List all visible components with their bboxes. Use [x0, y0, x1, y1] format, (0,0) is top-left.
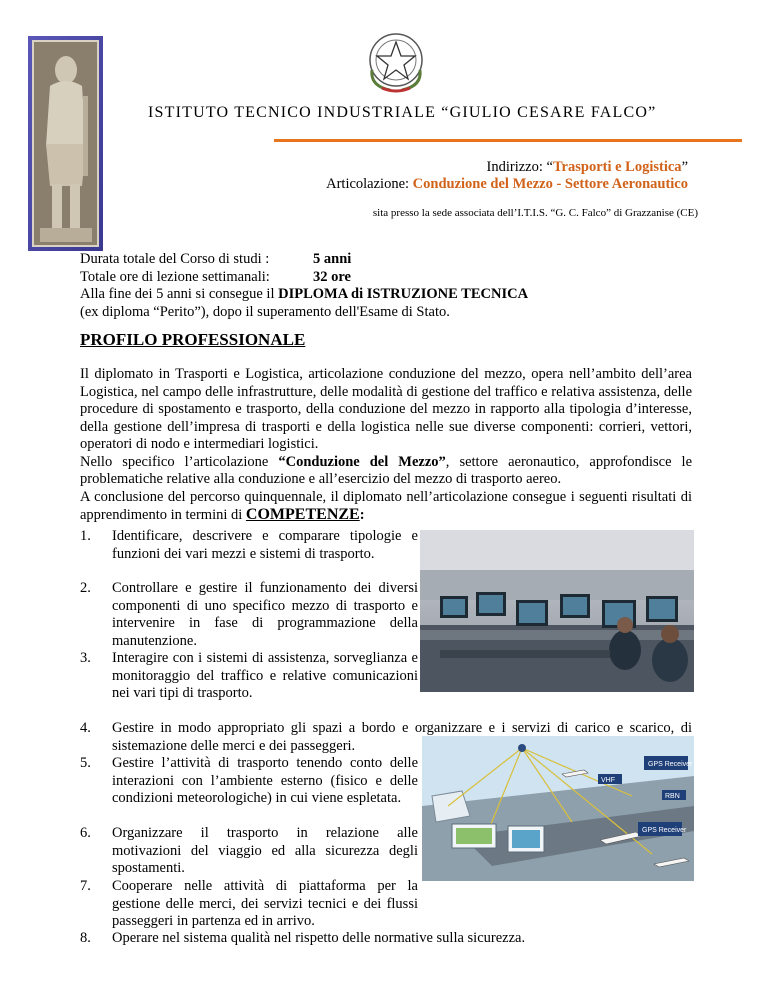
indirizzo-line: Indirizzo: “Trasporti e Logistica”: [486, 159, 688, 175]
duration-value: 5 anni: [313, 251, 352, 267]
profile-paragraph-3: A conclusione del percorso quinquennale, il diplomato nell’articolazione consegue i seguenti risultati di apprendimento in termini di COMPETENZE:: [80, 488, 692, 523]
gps-receiver-label: GPS Receiver: [642, 827, 687, 834]
competenze-keyword: COMPETENZE: [245, 506, 360, 523]
hours-row: Totale ore di lezione settimanali: 32 ore: [80, 268, 351, 285]
articolazione-line: Articolazione: Conduzione del Mezzo - Settore Aeronautico: [326, 176, 688, 192]
indirizzo-value: Trasporti e Logistica: [552, 159, 682, 175]
diploma-note: (ex diploma “Perito”), dopo il superamento dell'Esame di Stato.: [80, 303, 450, 320]
control-room-photo: [420, 530, 694, 692]
gps-receiver-label: GPS Receiver: [648, 761, 693, 768]
hours-value: 32 ore: [313, 268, 351, 285]
profile-text: [80, 366, 692, 525]
sede-note: sita presso la sede associata dell’I.T.I.S. “G. C. Falco” di Grazzanise (CE): [372, 207, 698, 219]
profile-heading: PROFILO PROFESSIONALE: [80, 330, 306, 349]
articolazione-value: Conduzione del Mezzo - Settore Aeronautico: [412, 176, 688, 192]
profile-paragraph-2: Nello specifico l’articolazione “Conduzione del Mezzo”, settore aeronautico, approfondisce le problematiche relative alla conduzione e all’esercizio del mezzo di trasporto aereo.: [80, 453, 693, 487]
vhf-label: VHF: [601, 777, 615, 784]
course-facts: [80, 251, 692, 321]
airport-navigation-diagram: [422, 736, 694, 881]
rbn-label: RBN: [665, 793, 680, 800]
school-title: ISTITUTO TECNICO INDUSTRIALE “GIULIO CESARE FALCO”: [148, 104, 657, 121]
title-divider: [274, 139, 742, 142]
profile-paragraph-1: Il diplomato in Trasporti e Logistica, articolazione conduzione del mezzo, opera nell’ambito dell’area Logistica, nel campo delle infrastrutture, delle modalità di gestione del traffico e relativa assistenza, delle procedure di spostamento e trasporto, della conduzione del mezzo in rapporto alla tipologia d’interesse, della gestione dell’impresa di trasporti e della logistica nelle sue diverse componenti: corrieri, vettori, operatori di nodo e intermediari logistici.: [80, 366, 692, 452]
diploma-row: Alla fine dei 5 anni si consegue il DIPLOMA di ISTRUZIONE TECNICA: [80, 286, 529, 302]
diploma-name: DIPLOMA di ISTRUZIONE TECNICA: [278, 286, 529, 302]
statue-photo: [28, 36, 103, 251]
duration-row: Durata totale del Corso di studi : 5 anni: [80, 251, 352, 267]
republic-emblem-icon: [360, 30, 432, 96]
